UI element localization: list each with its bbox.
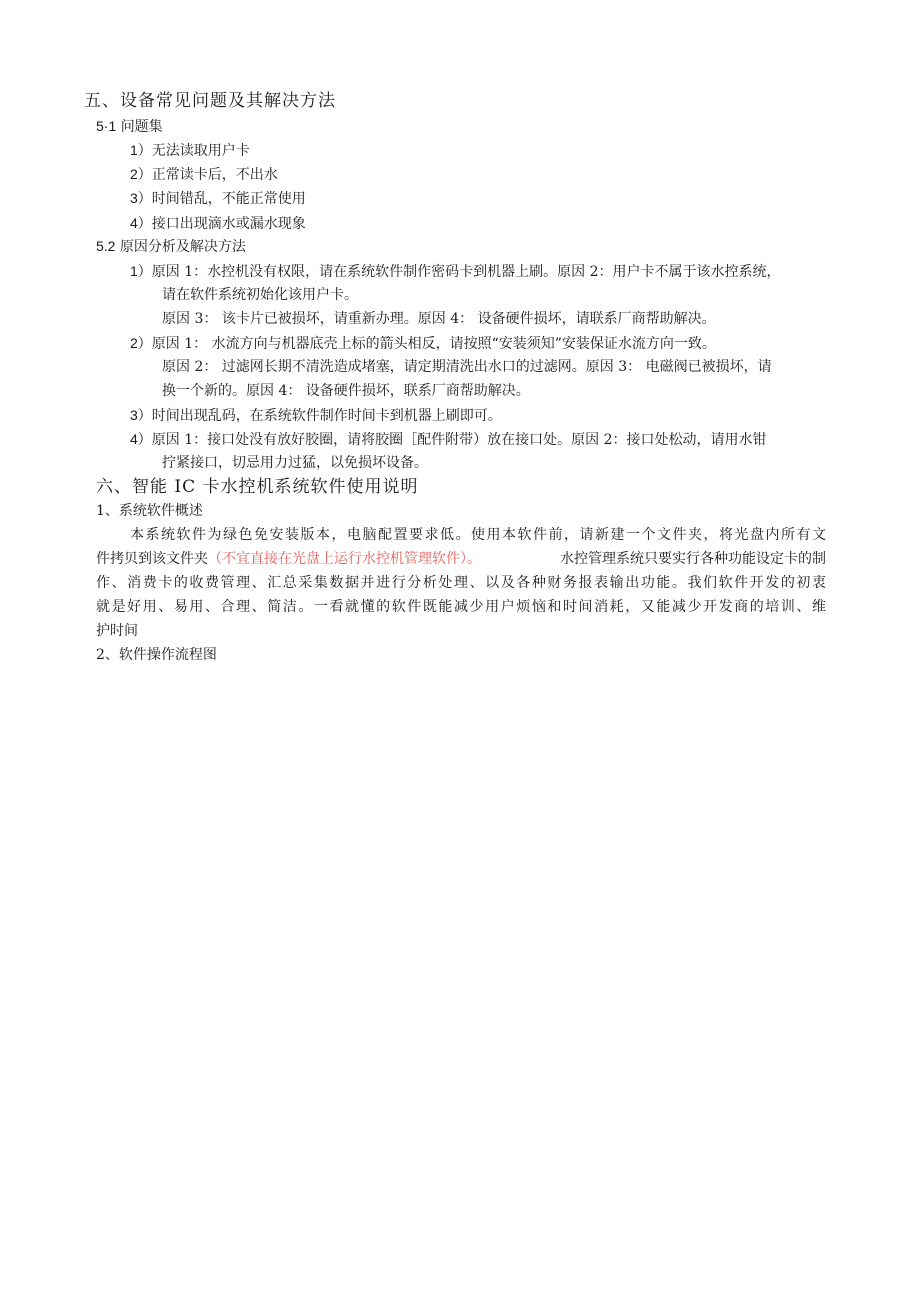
overview-line-2 — [96, 550, 826, 568]
item-text: 正常读卡后，不出水 — [151, 167, 278, 183]
subsection-number: 5.2 — [96, 238, 116, 254]
problem-item-2 — [130, 165, 278, 184]
section-6-heading: 六、智能 IC 卡水控机系统软件使用说明 — [96, 477, 419, 497]
item-number: 3） — [130, 190, 152, 206]
cause-item-4 — [130, 430, 767, 449]
cause-item-4-line-2: 拧紧接口，切忌用力过猛，以免损坏设备。 — [162, 455, 428, 471]
item-text: 原因 1： 水流方向与机器底壳上标的箭头相反，请按照“安装须知”安装保证水流方向一致。 — [151, 336, 716, 352]
problem-item-4 — [130, 214, 306, 233]
overview-line-4: 就是好用、易用、合理、简洁。一看就懂的软件既能减少用户烦恼和时间消耗，又能减少开发商的培训、维 — [96, 599, 826, 615]
subsection-title: 原因分析及解决方法 — [119, 239, 246, 255]
problem-item-1 — [130, 141, 250, 160]
item-number: 1） — [130, 263, 152, 279]
section-5-heading: 五、设备常见问题及其解决方法 — [84, 91, 336, 111]
item-number: 3） — [130, 407, 152, 423]
overview-line-3: 作、消费卡的收费管理、汇总采集数据并进行分析处理、以及各种财务报表输出功能。我们软件开发的初衷 — [96, 575, 826, 591]
subsection-title: 问题集 — [120, 119, 163, 135]
item-number: 2） — [130, 335, 152, 351]
item-number: 4） — [130, 215, 152, 231]
item-number: 1） — [130, 142, 152, 158]
overview-line-1: 本系统软件为绿色免安装版本，电脑配置要求低。使用本软件前，请新建一个文件夹，将光盘内所有文 — [130, 527, 826, 543]
subsection-5-2 — [96, 237, 246, 256]
item-text: 原因 1：水控机没有权限，请在系统软件制作密码卡到机器上刷。原因 2：用户卡不属于该水控系统， — [151, 264, 781, 280]
item-text: 无法读取用户卡 — [151, 143, 250, 159]
subsection-5-1 — [96, 117, 163, 136]
subsection-number: 5·1 — [96, 118, 117, 134]
item-text: 接口出现滴水或漏水现象 — [151, 216, 306, 232]
cause-item-3 — [130, 406, 502, 425]
item-number: 4） — [130, 431, 152, 447]
item-text: 原因 1：接口处没有放好胶圈，请将胶圈［配件附带）放在接口处。原因 2：接口处松动，请用水钳 — [151, 432, 767, 448]
overview-text: 件拷贝到该文件夹 — [96, 551, 208, 567]
highlight-warning: （不宜直接在光盘上运行水控机管理软件）。 — [208, 551, 481, 567]
subsection-6-2-title: 2、软件操作流程图 — [96, 647, 217, 663]
overview-text-cont: 水控管理系统只要实行各种功能设定卡的制 — [560, 551, 826, 567]
cause-item-2-line-3: 换一个新的。原因 4： 设备硬件损坏，联系厂商帮助解决。 — [162, 383, 530, 399]
cause-item-2 — [130, 334, 716, 353]
cause-item-1 — [130, 262, 781, 281]
cause-item-2-line-2: 原因 2： 过滤网长期不清洗造成堵塞，请定期清洗出水口的过滤网。原因 3： 电磁阀已被损坏，请 — [162, 359, 772, 375]
cause-item-1-line-2: 请在软件系统初始化该用户卡。 — [162, 287, 358, 303]
cause-item-1-line-3: 原因 3： 该卡片已被损坏，请重新办理。原因 4： 设备硬件损坏，请联系厂商帮助解决。 — [162, 311, 716, 327]
item-text: 时间错乱，不能正常使用 — [151, 191, 306, 207]
item-number: 2） — [130, 166, 152, 182]
subsection-6-1-title: 1、系统软件概述 — [96, 503, 203, 519]
problem-item-3 — [130, 189, 306, 208]
item-text: 时间出现乱码，在系统软件制作时间卡到机器上刷即可。 — [151, 408, 502, 424]
overview-line-5: 护时间 — [96, 623, 138, 639]
